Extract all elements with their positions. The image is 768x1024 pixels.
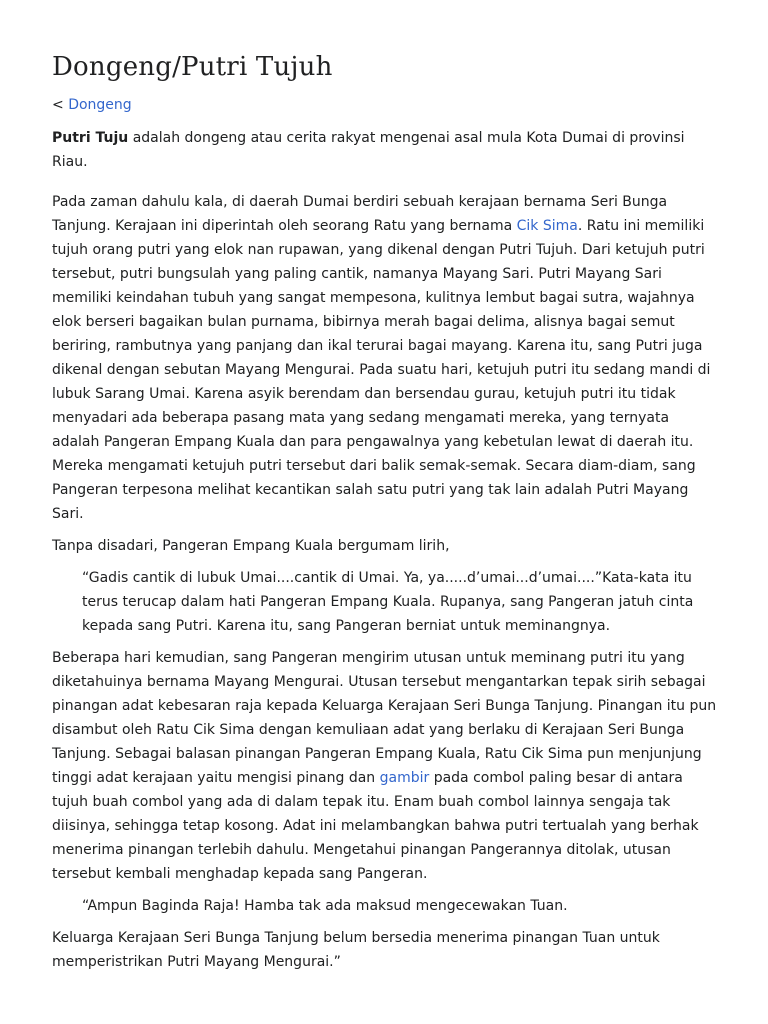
link-gambir[interactable]: gambir <box>379 770 430 786</box>
page-title: Dongeng/Putri Tujuh <box>52 52 333 82</box>
breadcrumb-link-dongeng[interactable]: Dongeng <box>68 97 132 113</box>
paragraph-1-text-b: . Ratu ini memiliki tujuh orang putri yang elok nan rupawan, yang dikenal dengan Putri Tujuh. Dari ketujuh putri tersebut, putri bungsulah yang paling cantik, namanya Mayang Sari. Putri Mayang Sari memiliki keindahan tubuh yang sangat mempesona, kulitnya lembut bagai sutra, wajahnya elok berseri bagaikan bulan purnama, bibirnya merah bagai delima, alisnya bagai semut beriring, rambutnya yang panjang dan ikal terurai bagai mayang. Karena itu, sang Putri juga dikenal dengan sebutan Mayang Mengurai. Pada suatu hari, ketujuh putri itu sedang mandi di lubuk Sarang Umai. Karena asyik berendam dan bersendau gurau, ketujuh putri itu tidak menyadari ada beberapa pasang mata yang sedang mengamati mereka, yang ternyata adalah Pangeran Empang Kuala dan para pengawalnya yang kebetulan lewat di daerah itu. Mereka mengamati ketujuh putri tersebut dari balik semak-semak. Secara diam-diam, sang Pangeran terpesona melihat kecantikan salah satu putri yang tak lain adalah Putri Mayang Sari. <box>52 218 711 522</box>
paragraph-3-text-b: pada combol paling besar di antara tujuh buah combol yang ada di dalam tepak itu. Enam buah combol lainnya sengaja tak diisinya, sehingga tetap kosong. Adat ini melambangkan bahwa putri tertualah yang berhak menerima pinangan terlebih dahulu. Mengetahui pinangan Pangerannya ditolak, utusan tersebut kembali menghadap kepada sang Pangeran. <box>52 770 699 882</box>
intro-bold-term: Putri Tuju <box>52 130 129 146</box>
breadcrumb <box>52 97 132 113</box>
breadcrumb-prefix: < <box>52 97 64 113</box>
paragraph-1 <box>52 190 718 526</box>
paragraph-2: Tanpa disadari, Pangeran Empang Kuala bergumam lirih, <box>52 538 450 554</box>
quote-1: “Gadis cantik di lubuk Umai....cantik di Umai. Ya, ya.....d’umai...d’umai....”Kata-kata itu terus terucap dalam hati Pangeran Empang Kuala. Rupanya, sang Pangeran jatuh cinta kepada sang Putri. Karena itu, sang Pangeran berniat untuk meminangnya. <box>82 570 694 634</box>
paragraph-3 <box>52 646 718 886</box>
paragraph-4: Keluarga Kerajaan Seri Bunga Tanjung belum bersedia menerima pinangan Tuan untuk memperistrikan Putri Mayang Mengurai.” <box>52 930 660 970</box>
paragraph-1-text-a: Pada zaman dahulu kala, di daerah Dumai berdiri sebuah kerajaan bernama Seri Bunga Tanjung. Kerajaan ini diperintah oleh seorang Ratu yang bernama <box>52 194 668 234</box>
quote-2: “Ampun Baginda Raja! Hamba tak ada maksud mengecewakan Tuan. <box>82 898 568 914</box>
intro-text: adalah dongeng atau cerita rakyat mengenai asal mula Kota Dumai di provinsi Riau. <box>52 130 685 170</box>
article-body <box>52 126 718 982</box>
link-cik-sima[interactable]: Cik Sima <box>516 218 578 234</box>
intro-paragraph <box>52 126 718 174</box>
paragraph-3-text-a: Beberapa hari kemudian, sang Pangeran mengirim utusan untuk meminang putri itu yang diketahuinya bernama Mayang Mengurai. Utusan tersebut mengantarkan tepak sirih sebagai pinangan adat kebesaran raja kepada Keluarga Kerajaan Seri Bunga Tanjung. Pinangan itu pun disambut oleh Ratu Cik Sima dengan kemuliaan adat yang berlaku di Kerajaan Seri Bunga Tanjung. Sebagai balasan pinangan Pangeran Empang Kuala, Ratu Cik Sima pun menjunjung tinggi adat kerajaan yaitu mengisi pinang dan <box>52 650 717 786</box>
